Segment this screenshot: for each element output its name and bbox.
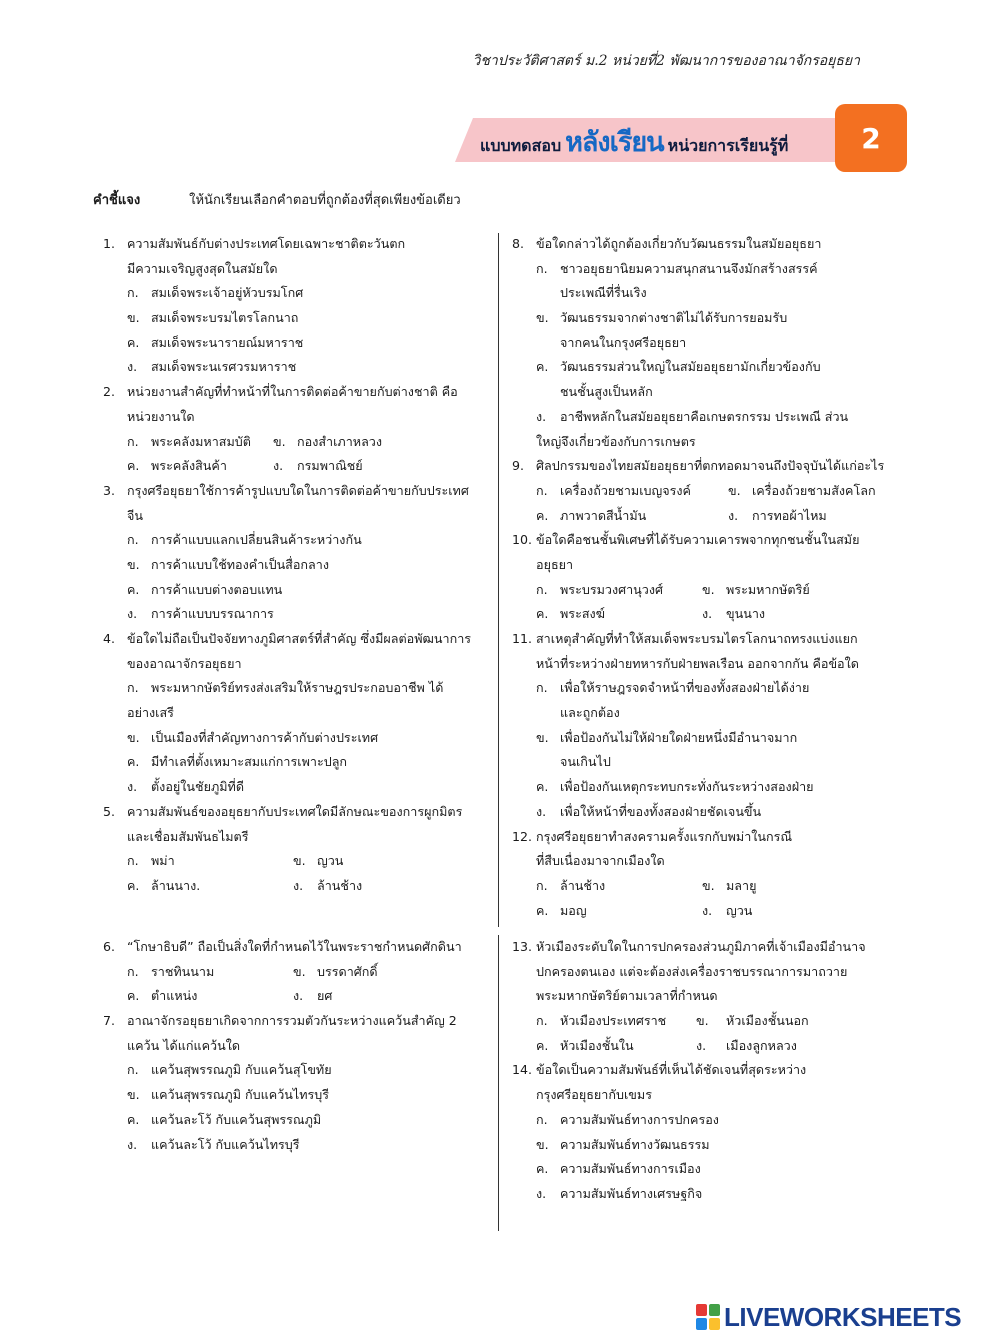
choice-a[interactable]: ก. ชาวอยุธยานิยมความสนุกสนานจึงมักสร้างสรรค์ — [536, 260, 818, 276]
choice-c[interactable]: ค. พระคลังสินค้า — [127, 458, 227, 474]
question-2 — [103, 380, 489, 479]
question-text: สาเหตุสำคัญที่ทำให้สมเด็จพระบรมไตรโลกนาถทรงแบ่งแยก — [536, 631, 858, 646]
choice-b[interactable]: ข. วัฒนธรรมจากต่างชาติไม่ได้รับการยอมรับ — [536, 310, 788, 326]
question-text: “โกษาธิบดี” ถือเป็นสิ่งใดที่กำหนดไว้ในพระราชกำหนดศักดินา — [127, 939, 462, 954]
choice-a-continued[interactable]: อย่างเสรี — [127, 705, 174, 721]
choice-c[interactable]: ค. พระสงฆ์ — [536, 606, 606, 622]
question-text: หน่วยงานสำคัญที่ทำหน้าที่ในการติดต่อค้าขายกับต่างชาติ คือ — [127, 384, 458, 400]
choice-a[interactable]: ก. การค้าแบบแลกเปลี่ยนสินค้าระหว่างกัน — [127, 532, 362, 548]
choice-b[interactable]: ข. กองสำเภาหลวง — [273, 433, 383, 449]
choice-a[interactable]: ก. พระมหากษัตริย์ทรงส่งเสริมให้ราษฎรประกอบอาชีพ ได้ — [127, 680, 444, 696]
logo-text: LIVEWORKSHEETS — [724, 1301, 962, 1332]
question-text: จีน — [127, 507, 143, 523]
choice-b[interactable]: ข. บรรดาศักดิ์ — [293, 963, 378, 979]
choice-c[interactable]: ค. ล้านนาง. — [127, 877, 201, 893]
question-number: 13. — [512, 939, 533, 954]
question-text: และเชื่อมสัมพันธไมตรี — [127, 828, 249, 844]
choice-a[interactable]: ก. แคว้นสุพรรณภูมิ กับแคว้นสุโขทัย — [127, 1062, 332, 1078]
choice-b[interactable]: ข. เพื่อป้องกันไม่ให้ฝ่ายใดฝ่ายหนึ่งมีอำนาจมาก — [536, 729, 798, 745]
question-text: อาณาจักรอยุธยาเกิดจากการรวมตัวกันระหว่างแคว้นสำคัญ 2 — [127, 1013, 457, 1029]
question-number: 11. — [512, 631, 533, 646]
question-text: ความสัมพันธ์กับต่างประเทศโดยเฉพาะชาติตะวันตก — [127, 236, 406, 251]
question-text: หน่วยงานใด — [127, 408, 195, 424]
choice-a[interactable]: ก. ราชทินนาม — [127, 963, 215, 979]
choice-c[interactable]: ค. วัฒนธรรมส่วนใหญ่ในสมัยอยุธยามักเกี่ยวข้องกับ — [536, 359, 821, 375]
question-text: ข้อใดกล่าวได้ถูกต้องเกี่ยวกับวัฒนธรรมในสมัยอยุธยา — [536, 236, 822, 251]
choice-c[interactable]: ค. แคว้นละโว้ กับแคว้นสุพรรณภูมิ — [127, 1111, 322, 1127]
question-text: ข้อใดคือชนชั้นพิเศษที่ได้รับความเคารพจากทุกชนชั้นในสมัย — [536, 532, 860, 548]
choice-d[interactable]: ง. สมเด็จพระนเรศวรมหาราช — [127, 359, 297, 375]
question-14 — [512, 1058, 907, 1206]
question-text: อยุธยา — [536, 556, 574, 572]
choice-a-continued[interactable]: และถูกต้อง — [560, 705, 620, 721]
choice-d[interactable]: ง. เมืองลูกหลวง — [696, 1037, 797, 1053]
choice-c[interactable]: ค. สมเด็จพระนารายณ์มหาราช — [127, 334, 304, 350]
choice-a[interactable]: ก. พระคลังมหาสมบัติ — [127, 433, 251, 449]
logo-icon — [696, 1304, 720, 1330]
choice-c[interactable]: ค. การค้าแบบต่างตอบแทน — [127, 581, 283, 597]
question-number: 5. — [103, 803, 116, 819]
question-text: มีความเจริญสูงสุดในสมัยใด — [127, 260, 278, 276]
question-9 — [512, 454, 907, 528]
question-number: 8. — [512, 236, 525, 251]
question-3 — [103, 479, 489, 627]
title-part-2: หลังเรียน — [565, 127, 664, 158]
column-divider-bottom — [498, 935, 499, 1231]
choice-d[interactable]: ง. การค้าแบบบรรณาการ — [127, 606, 274, 622]
question-text: ของอาณาจักรอยุธยา — [127, 655, 242, 671]
question-text: พระมหากษัตริย์ตามเวลาที่กำหนด — [536, 988, 718, 1004]
question-number: 9. — [512, 458, 525, 474]
choice-b[interactable]: ข. มลายู — [702, 877, 757, 893]
choice-b[interactable]: ข. เครื่องถ้วยชามสังคโลก — [728, 482, 876, 498]
choice-a[interactable]: ก. ความสัมพันธ์ทางการปกครอง — [536, 1111, 719, 1127]
question-number: 12. — [512, 828, 533, 844]
choice-a[interactable]: ก. หัวเมืองประเทศราช — [536, 1013, 667, 1029]
question-11 — [512, 627, 907, 825]
choice-b[interactable]: ข. ญวน — [293, 853, 344, 869]
question-8 — [512, 232, 907, 454]
choice-d[interactable]: ง. กรมพาณิชย์ — [273, 458, 363, 474]
choice-a[interactable]: ก. พระบรมวงศานุวงศ์ — [536, 581, 664, 597]
choice-d[interactable]: ง. แคว้นละโว้ กับแคว้นไทรบุรี — [127, 1136, 300, 1152]
choice-b-continued[interactable]: จนเกินไป — [560, 754, 611, 770]
question-number: 14. — [512, 1062, 533, 1078]
liveworksheets-logo[interactable] — [696, 1302, 961, 1332]
instruction-label: คำชี้แจง — [93, 193, 141, 208]
question-1 — [103, 232, 489, 380]
choice-d[interactable]: ง. ญวน — [702, 902, 753, 918]
choice-b[interactable]: ข. เป็นเมืองที่สำคัญทางการค้ากับต่างประเทศ — [127, 729, 379, 745]
choice-b[interactable]: ข. การค้าแบบใช้ทองคำเป็นสื่อกลาง — [127, 556, 329, 572]
question-text: ความสัมพันธ์ของอยุธยากับประเทศใดมีลักษณะของการผูกมิตร — [127, 803, 463, 819]
right-column-top — [512, 232, 907, 923]
question-text: กรุงศรีอยุธยาทำสงครามครั้งแรกกับพม่าในกรณี — [536, 828, 793, 844]
question-6 — [103, 935, 489, 1009]
choice-a[interactable]: ก. เครื่องถ้วยชามเบญจรงค์ — [536, 482, 691, 498]
question-text: กรุงศรีอยุธยากับเขมร — [536, 1087, 652, 1103]
title-part-1: แบบทดสอบ — [480, 136, 562, 155]
choice-c[interactable]: ค. หัวเมืองชั้นใน — [536, 1037, 634, 1053]
question-number: 4. — [103, 631, 116, 646]
choice-a[interactable]: ก. เพื่อให้ราษฎรจดจำหน้าที่ของทั้งสองฝ่ายได้ง่าย — [536, 680, 810, 696]
question-12 — [512, 825, 907, 924]
question-text: หัวเมืองระดับใดในการปกครองส่วนภูมิภาคที่เจ้าเมืองมีอำนาจ — [536, 939, 866, 954]
question-5 — [103, 800, 489, 899]
question-text: แคว้น ได้แก่แคว้นใด — [127, 1037, 241, 1053]
left-column-bottom — [103, 935, 489, 1157]
unit-number-badge: 2 — [835, 104, 907, 172]
test-title — [480, 120, 788, 160]
choice-c[interactable]: ค. มอญ — [536, 902, 587, 918]
choice-c[interactable]: ค. ตำแหน่ง — [127, 988, 198, 1004]
question-number: 2. — [103, 384, 116, 400]
question-7 — [103, 1009, 489, 1157]
choice-c[interactable]: ค. เพื่อป้องกันเหตุกระทบกระทั่งกันระหว่างสองฝ่าย — [536, 779, 814, 795]
choice-d[interactable]: ง. ขุนนาง — [702, 606, 766, 622]
question-number: 10. — [512, 532, 533, 548]
choice-b[interactable]: ข. พระมหากษัตริย์ — [702, 581, 810, 597]
choice-d-continued[interactable]: ใหญ่จึงเกี่ยวข้องกับการเกษตร — [536, 433, 696, 449]
choice-b[interactable]: ข. แคว้นสุพรรณภูมิ กับแคว้นไทรบุรี — [127, 1087, 330, 1103]
choice-b[interactable]: ข. สมเด็จพระบรมไตรโลกนาถ — [127, 310, 299, 326]
choice-a[interactable]: ก. พม่า — [127, 853, 175, 869]
choice-d[interactable]: ง. ล้านช้าง — [293, 877, 363, 893]
question-number: 3. — [103, 482, 116, 498]
question-10 — [512, 528, 907, 627]
question-text: หน้าที่ระหว่างฝ่ายทหารกับฝ่ายพลเรือน ออกจากกัน คือข้อใด — [536, 655, 859, 671]
question-text: ข้อใดเป็นความสัมพันธ์ที่เห็นได้ชัดเจนที่สุดระหว่าง — [536, 1062, 807, 1078]
choice-c[interactable]: ค. ความสัมพันธ์ทางการเมือง — [536, 1161, 701, 1177]
choice-d[interactable]: ง. ยศ — [293, 988, 333, 1004]
left-column-top — [103, 232, 489, 899]
choice-d[interactable]: ง. ความสัมพันธ์ทางเศรษฐกิจ — [536, 1185, 703, 1201]
question-4 — [103, 627, 489, 800]
subject-header: วิชาประวัติศาสตร์ ม.2 หน่วยที่2 พัฒนาการของอาณาจักรอยุธยา — [472, 53, 860, 69]
choice-d[interactable]: ง. อาชีพหลักในสมัยอยุธยาคือเกษตรกรรม ประเพณี ส่วน — [536, 408, 849, 424]
question-text: ศิลปกรรมของไทยสมัยอยุธยาที่ตกทอดมาจนถึงปัจจุบันได้แก่อะไร — [536, 458, 885, 474]
choice-b-continued[interactable]: จากคนในกรุงศรีอยุธยา — [560, 334, 687, 350]
question-number: 1. — [103, 236, 116, 251]
question-text: ปกครองตนเอง แต่จะต้องส่งเครื่องราชบรรณาการมาถวาย — [536, 963, 848, 979]
choice-c[interactable]: ค. มีทำเลที่ตั้งเหมาะสมแก่การเพาะปลูก — [127, 754, 348, 770]
choice-a-continued[interactable]: ประเพณีที่รื่นเริง — [560, 285, 647, 301]
choice-b[interactable]: ข. หัวเมืองชั้นนอก — [696, 1013, 809, 1029]
choice-c-continued[interactable]: ชนชั้นสูงเป็นหลัก — [560, 384, 653, 400]
question-text: ข้อใดไม่ถือเป็นปัจจัยทางภูมิศาสตร์ที่สำคัญ ซึ่งมีผลต่อพัฒนาการ — [127, 631, 472, 646]
question-13 — [512, 935, 907, 1058]
instruction-text: ให้นักเรียนเลือกคำตอบที่ถูกต้องที่สุดเพียงข้อเดียว — [189, 193, 461, 208]
title-part-3: หน่วยการเรียนรู้ที่ — [667, 136, 789, 155]
question-text: ที่สืบเนื่องมาจากเมืองใด — [536, 853, 665, 869]
choice-d[interactable]: ง. การทอผ้าไหม — [728, 507, 827, 523]
choice-a[interactable]: ก. สมเด็จพระเจ้าอยู่หัวบรมโกศ — [127, 285, 304, 301]
question-number: 6. — [103, 939, 116, 954]
choice-d[interactable]: ง. ตั้งอยู่ในชัยภูมิที่ดี — [127, 779, 245, 795]
question-number: 7. — [103, 1013, 116, 1029]
choice-a[interactable]: ก. ล้านช้าง — [536, 877, 606, 893]
choice-c[interactable]: ค. ภาพวาดสีน้ำมัน — [536, 507, 647, 523]
right-column-bottom — [512, 935, 907, 1207]
column-divider-top — [498, 233, 499, 927]
question-text: กรุงศรีอยุธยาใช้การค้ารูปแบบใดในการติดต่อค้าขายกับประเทศ — [127, 482, 469, 498]
choice-d[interactable]: ง. เพื่อให้หน้าที่ของทั้งสองฝ่ายชัดเจนขึ้น — [536, 803, 762, 819]
choice-b[interactable]: ข. ความสัมพันธ์ทางวัฒนธรรม — [536, 1136, 710, 1152]
instruction — [93, 189, 461, 210]
